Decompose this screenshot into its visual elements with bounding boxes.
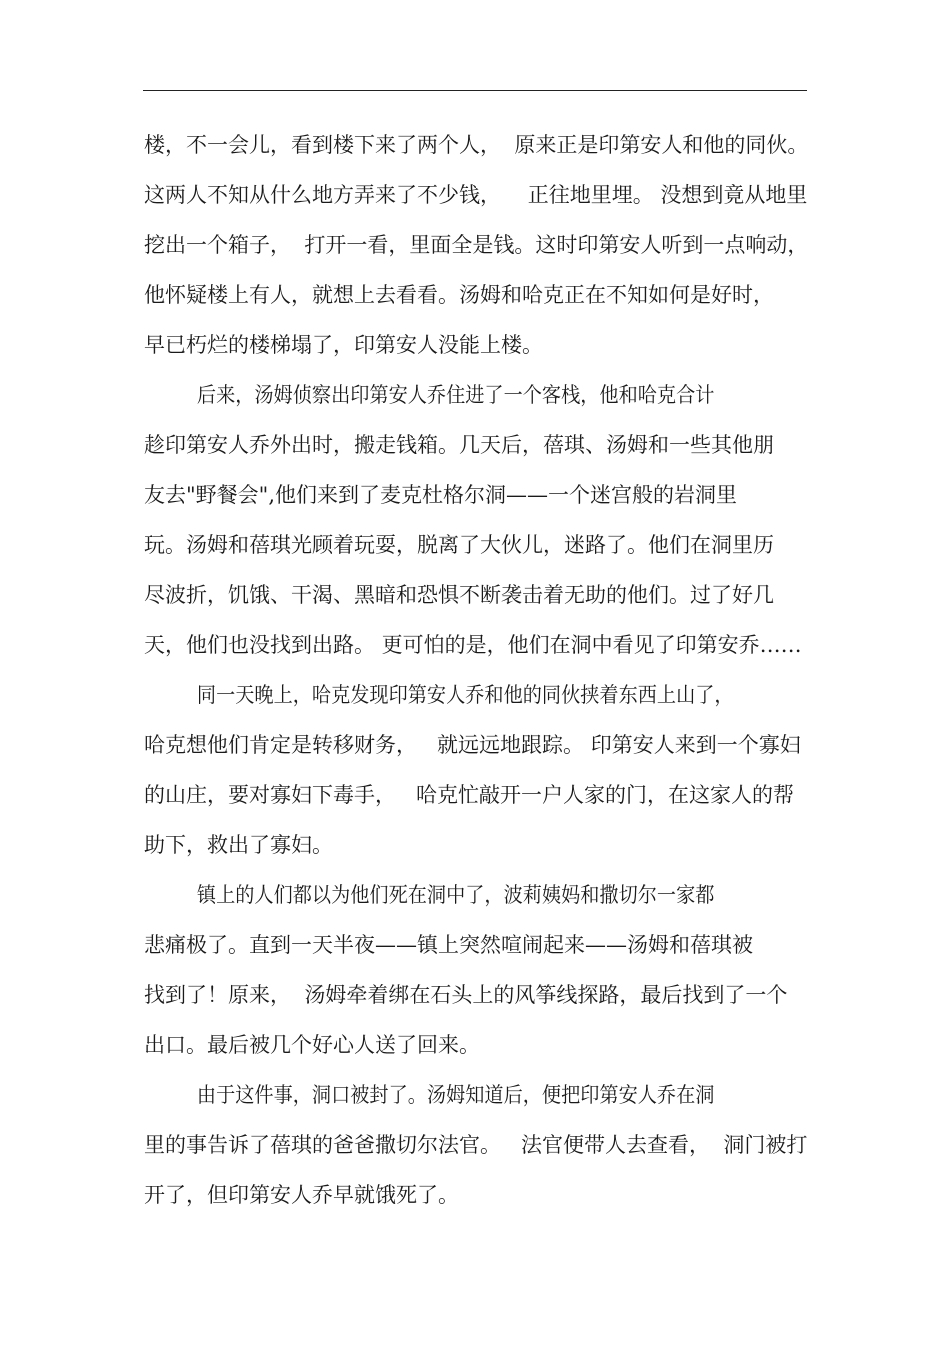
header-rule xyxy=(143,90,807,91)
text-line: 早已朽烂的楼梯塌了，印第安人没能上楼。 xyxy=(144,333,543,357)
text-line: 玩。汤姆和蓓琪光顾着玩耍，脱离了大伙儿，迷路了。他们在洞里历 xyxy=(144,533,774,557)
paragraph-first-line: 镇上的人们都以为他们死在洞中了，波莉姨妈和撒切尔一家都 xyxy=(196,883,715,907)
text-line: 开了，但印第安人乔早就饿死了。 xyxy=(144,1183,459,1207)
paragraph-first-line: 后来，汤姆侦察出印第安人乔住进了一个客栈，他和哈克合计 xyxy=(196,383,715,407)
text-line: 他怀疑楼上有人，就想上去看看。汤姆和哈克正在不知如何是好时， xyxy=(144,283,774,307)
paragraph-first-line: 同一天晚上，哈克发现印第安人乔和他的同伙挟着东西上山了， xyxy=(196,683,734,707)
text-line: 的山庄，要对寡妇下毒手， 哈克忙敲开一户人家的门，在这家人的帮 xyxy=(144,783,795,807)
text-line: 趁印第安人乔外出时，搬走钱箱。几天后，蓓琪、汤姆和一些其他朋 xyxy=(144,433,774,457)
text-line: 找到了！原来， 汤姆牵着绑在石头上的风筝线探路，最后找到了一个 xyxy=(144,983,788,1007)
document-body xyxy=(144,120,808,1220)
text-line: 尽波折，饥饿、干渴、黑暗和恐惧不断袭击着无助的他们。过了好几 xyxy=(144,583,774,607)
text-line: 助下，救出了寡妇。 xyxy=(144,833,333,857)
text-line: 友去"野餐会",他们来到了麦克杜格尔洞——一个迷宫般的岩洞里 xyxy=(144,483,737,507)
text-line: 挖出一个箱子， 打开一看，里面全是钱。这时印第安人听到一点响动， xyxy=(144,233,809,257)
paragraph-first-line: 由于这件事，洞口被封了。汤姆知道后，便把印第安人乔在洞 xyxy=(196,1083,715,1107)
text-line: 哈克想他们肯定是转移财务， 就远远地跟踪。 印第安人来到一个寡妇 xyxy=(144,733,801,757)
text-line: 天，他们也没找到出路。 更可怕的是，他们在洞中看见了印第安乔…… xyxy=(144,633,802,657)
text-line: 里的事告诉了蓓琪的爸爸撒切尔法官。 法官便带人去查看， 洞门被打 xyxy=(144,1133,808,1157)
text-line: 出口。最后被几个好心人送了回来。 xyxy=(144,1033,480,1057)
text-line: 悲痛极了。直到一天半夜——镇上突然喧闹起来——汤姆和蓓琪被 xyxy=(144,933,753,957)
text-line: 这两人不知从什么地方弄来了不少钱， 正往地里埋。 没想到竟从地里 xyxy=(144,183,808,207)
text-line: 楼，不一会儿，看到楼下来了两个人， 原来正是印第安人和他的同伙。 xyxy=(144,133,809,157)
